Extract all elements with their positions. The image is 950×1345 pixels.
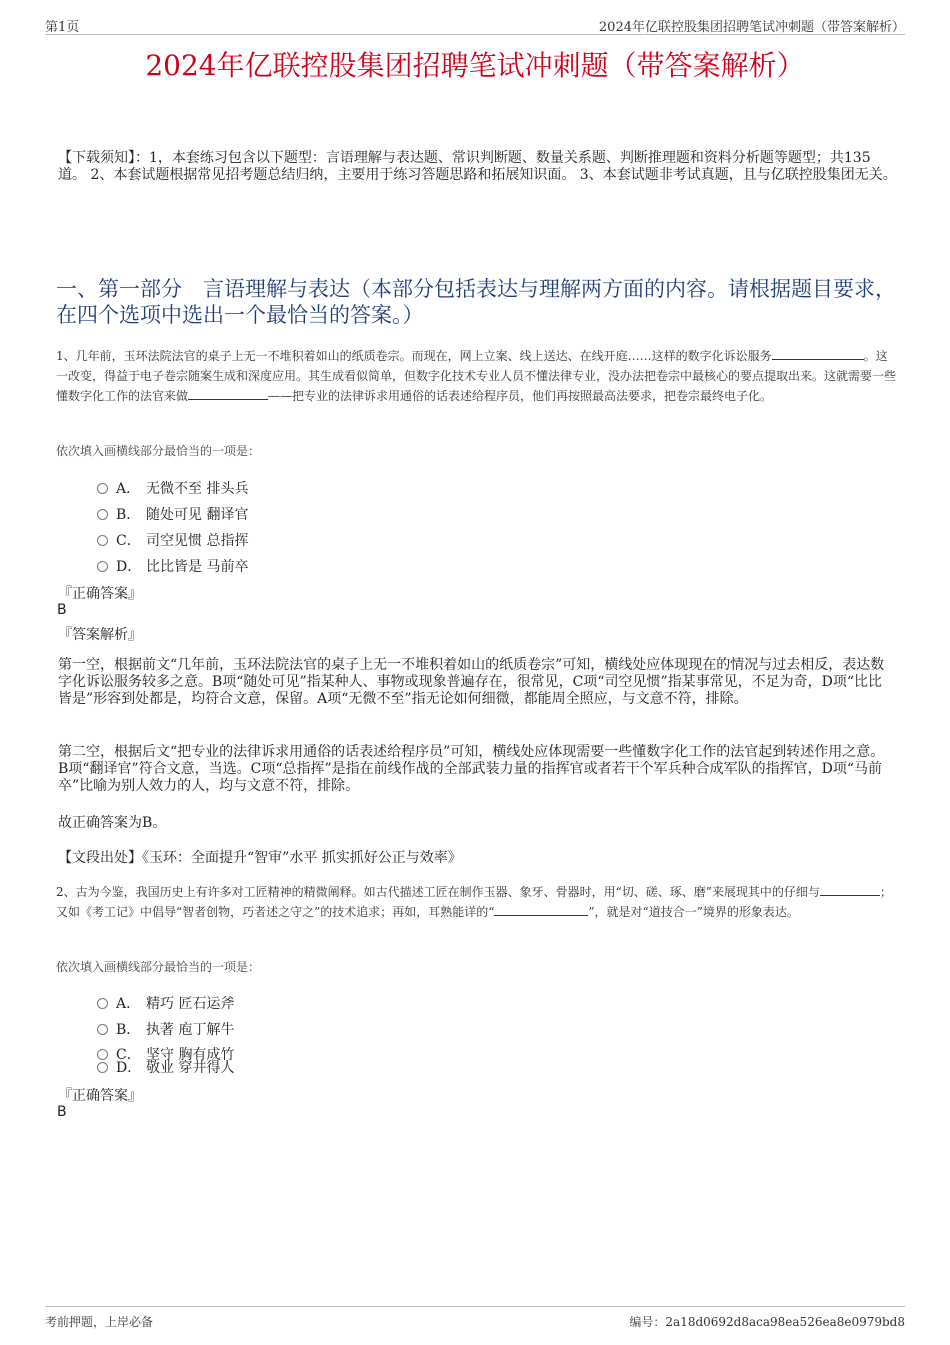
section-heading: 一、第一部分 言语理解与表达（本部分包括表达与理解两方面的内容。请根据题目要求，在四个选项中选出一个最恰当的答案。）	[56, 277, 896, 327]
question-1-text-c: ——把专业的法律诉求用通俗的话表述给程序员，他们再按照最高法要求，把卷宗最终电子化。	[268, 389, 773, 403]
question-2-option-a[interactable]: A． 精巧 匠石运斧	[97, 993, 234, 1013]
question-1-option-d[interactable]: D． 比比皆是 马前卒	[97, 556, 248, 576]
question-1-option-a[interactable]: A． 无微不至 排头兵	[97, 478, 248, 498]
question-2-blank-2	[494, 902, 588, 916]
question-1-text-a: 1、几年前，玉环法院法官的桌子上无一不堆积着如山的纸质卷宗。而现在，网上立案、线上送达、在线开庭……这样的数字化诉讼服务	[56, 349, 772, 363]
radio-icon[interactable]	[97, 509, 108, 520]
question-1-analysis-2: 第二空，根据后文“把专业的法律诉求用通俗的话表述给程序员”可知，横线处应体现需要一些懂数字化工作的法官起到转述作用之意。B项“翻译官”符合文意，当选。C项“总指挥”是指在前线作战的全部武装力量的指挥官或者若干个军兵种合成军队的指挥官，D项“马前卒”比喻为别人效力的人，均与文意不符，排除。	[58, 744, 885, 794]
question-1-option-c[interactable]: C． 司空见惯 总指挥	[97, 530, 248, 550]
question-2-blank-1	[820, 882, 880, 896]
question-1-analysis-label: 『答案解析』	[58, 627, 142, 643]
header-doc-title: 2024年亿联控股集团招聘笔试冲刺题（带答案解析）	[598, 20, 905, 35]
question-1-text-b: 。这一改变，得益于电子卷宗随案生成和深度应用。其生成看似简单，但数字化技术专业人员不懂法律专业，没办法把卷宗中最核心的要点提取出来。这就需要一些懂数字化工作的法官来做	[56, 349, 897, 403]
page-footer	[45, 1306, 905, 1329]
page-number: 第1页	[45, 20, 80, 35]
question-1-answer: B	[57, 602, 67, 618]
question-1-stem	[56, 346, 896, 406]
question-2-text-c: ”，就是对“道技合一”境界的形象表达。	[588, 905, 799, 919]
radio-icon[interactable]	[97, 998, 108, 1009]
radio-icon[interactable]	[97, 561, 108, 572]
question-2-option-c[interactable]: C． 坚守 胸有成竹	[97, 1044, 234, 1064]
question-1-source: 【文段出处】《玉环：全面提升“智审”水平 抓实抓好公正与效率》	[58, 850, 462, 866]
question-2-option-d[interactable]: D． 敬业 穿井得人	[97, 1057, 234, 1077]
question-1-blank-2	[188, 386, 268, 400]
question-1-option-b[interactable]: B． 随处可见 翻译官	[97, 504, 248, 524]
radio-icon[interactable]	[97, 1062, 108, 1073]
radio-icon[interactable]	[97, 535, 108, 546]
page-header	[45, 16, 905, 35]
page-title: 2024年亿联控股集团招聘笔试冲刺题（带答案解析）	[145, 49, 805, 82]
question-2-answer-label: 『正确答案』	[58, 1088, 142, 1104]
question-1-prompt: 依次填入画横线部分最恰当的一项是：	[56, 444, 261, 458]
radio-icon[interactable]	[97, 1024, 108, 1035]
question-1-conclusion: 故正确答案为B。	[58, 815, 167, 831]
question-2-option-b[interactable]: B． 执著 庖丁解牛	[97, 1019, 234, 1039]
question-2-text-b: ；又如《考工记》中倡导“智者创物，巧者述之守之”的技术追求；再如，耳熟能详的“	[56, 885, 892, 919]
question-2-answer: B	[57, 1104, 67, 1120]
question-1-analysis-1: 第一空，根据前文“几年前，玉环法院法官的桌子上无一不堆积着如山的纸质卷宗”可知，横线处应体现现在的情况与过去相反，表达数字化诉讼服务较多之意。B项“随处可见”指某种人、事物或现象普遍存在，很常见，C项“司空见惯”指某事常见，不足为奇，D项“比比皆是”形容到处都是，均符合文意，保留。A项“无微不至”指无论如何细微，都能周全照应，与文意不符，排除。	[58, 657, 885, 707]
question-2-text-a: 2、古为今鉴，我国历史上有许多对工匠精神的精微阐释。如古代描述工匠在制作玉器、象牙、骨器时，用“切、磋、琢、磨”来展现其中的仔细与	[56, 885, 820, 899]
question-1-blank-1	[772, 346, 864, 360]
footer-serial: 编号：2a18d0692d8aca98ea526ea8e0979bd8	[629, 1315, 905, 1329]
question-2-prompt: 依次填入画横线部分最恰当的一项是：	[56, 960, 261, 974]
question-1-answer-label: 『正确答案』	[58, 586, 142, 602]
download-notice: 【下载须知】：1，本套练习包含以下题型：言语理解与表达题、常识判断题、数量关系题、判断推理题和资料分析题等题型；共135道。 2、本套试题根据常见招考题总结归纳，主要用于练习答题思路和拓展知识面。 3、本套试题非考试真题，且与亿联控股集团无关。	[58, 150, 897, 183]
radio-icon[interactable]	[97, 483, 108, 494]
footer-slogan: 考前押题，上岸必备	[45, 1315, 154, 1329]
question-2-stem	[56, 882, 896, 922]
